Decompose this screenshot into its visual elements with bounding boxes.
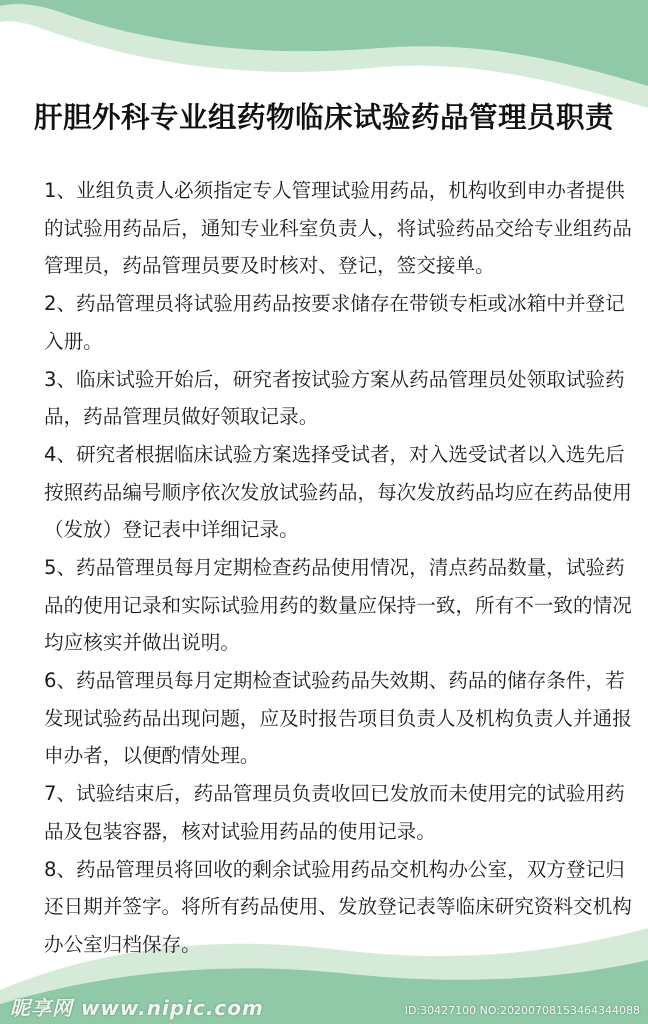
duty-item-6: 6、药品管理员每月定期检查试验药品失效期、药品的储存条件，若发现试验药品出现问题，应及时报告项目负责人及机构负责人并通报申办者，以便酌情处理。 bbox=[44, 669, 632, 767]
duty-item-2: 2、药品管理员将试验用药品按要求储存在带锁专柜或冰箱中并登记入册。 bbox=[44, 292, 625, 353]
duty-item-3: 3、临床试验开始后，研究者按试验方案从药品管理员处领取试验药品，药品管理员做好领取记录。 bbox=[44, 367, 625, 428]
image-id-watermark: ID:30427100 NO:20200708153464344088 bbox=[404, 1004, 640, 1017]
site-watermark: 昵享网 www.nipic.com bbox=[10, 996, 264, 1020]
poster-title: 肝胆外科专业组药物临床试验药品管理员职责 bbox=[33, 101, 614, 134]
duty-item-5: 5、药品管理员每月定期检查药品使用情况，清点药品数量，试验药品的使用记录和实际试验用药的数量应保持一致，所有不一致的情况均应核实并做出说明。 bbox=[44, 556, 632, 654]
duty-item-4: 4、研究者根据临床试验方案选择受试者，对入选受试者以入选先后按照药品编号顺序依次发放试验药品，每次发放药品均应在药品使用（发放）登记表中详细记录。 bbox=[44, 443, 632, 541]
duty-list bbox=[44, 172, 640, 964]
duty-item-7: 7、试验结束后，药品管理员负责收回已发放而未使用完的试验用药品及包装容器，核对试验用药品的使用记录。 bbox=[44, 782, 625, 843]
duty-item-8: 8、药品管理员将回收的剩余试验用药品交机构办公室，双方登记归还日期并签字。将所有药品使用、发放登记表等临床研究资料交机构办公室归档保存。 bbox=[44, 857, 632, 956]
duty-item-1: 1、业组负责人必须指定专人管理试验用药品，机构收到申办者提供的试验用药品后，通知专业科室负责人，将试验药品交给专业组药品管理员，药品管理员要及时核对、登记，签交接单。 bbox=[44, 179, 632, 277]
